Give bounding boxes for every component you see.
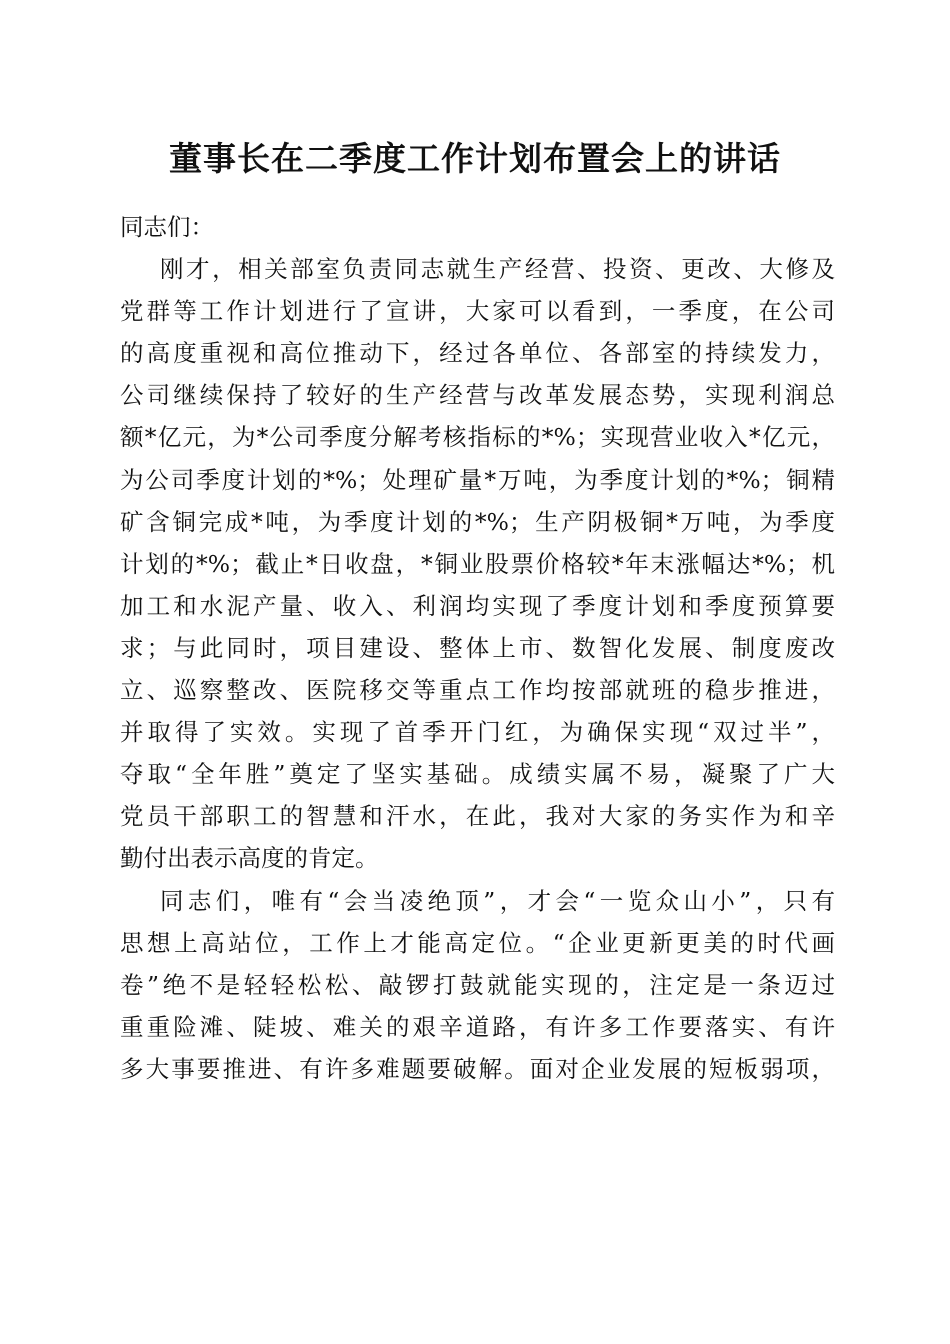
paragraph-line: 计划的*%；截止*日收盘，*铜业股票价格较*年末涨幅达*%；机 xyxy=(120,549,835,578)
paragraph-line: 立、巡察整改、医院移交等重点工作均按部就班的稳步推进， xyxy=(120,676,835,705)
paragraph-line: 为公司季度计划的*%；处理矿量*万吨，为季度计划的*%；铜精 xyxy=(120,465,835,494)
paragraph-line: 重重险滩、陡坡、难关的艰辛道路，有许多工作要落实、有许 xyxy=(120,1012,835,1041)
paragraph-line: 夺取“全年胜”奠定了坚实基础。成绩实属不易，凝聚了广大 xyxy=(120,760,835,789)
paragraph-line: 公司继续保持了较好的生产经营与改革发展态势，实现利润总 xyxy=(120,381,835,410)
paragraph-1 xyxy=(120,248,835,879)
paragraph-line: 党员干部职工的智慧和汗水，在此，我对大家的务实作为和辛 xyxy=(120,802,835,831)
paragraph-2 xyxy=(120,880,835,1090)
salutation: 同志们： xyxy=(120,213,214,241)
paragraph-line: 求；与此同时，项目建设、整体上市、数智化发展、制度废改 xyxy=(120,633,835,662)
paragraph-line: 同志们，唯有“会当凌绝顶”，才会“一览众山小”，只有 xyxy=(160,886,835,915)
document-body xyxy=(120,206,835,1090)
paragraph-line: 卷”绝不是轻轻松松、敲锣打鼓就能实现的，注定是一条迈过 xyxy=(120,970,835,999)
document-title: 董事长在二季度工作计划布置会上的讲话 xyxy=(169,139,781,178)
paragraph-line: 并取得了实效。实现了首季开门红，为确保实现“双过半”， xyxy=(120,718,835,747)
paragraph-line: 的高度重视和高位推动下，经过各单位、各部室的持续发力， xyxy=(120,339,835,368)
paragraph-line: 矿含铜完成*吨，为季度计划的*%；生产阴极铜*万吨，为季度 xyxy=(120,507,835,536)
paragraph-line: 多大事要推进、有许多难题要破解。面对企业发展的短板弱项， xyxy=(120,1054,835,1083)
paragraph-line: 党群等工作计划进行了宣讲，大家可以看到，一季度，在公司 xyxy=(120,297,835,326)
paragraph-line: 刚才，相关部室负责同志就生产经营、投资、更改、大修及 xyxy=(160,255,835,284)
paragraph-line: 加工和水泥产量、收入、利润均实现了季度计划和季度预算要 xyxy=(120,591,835,620)
paragraph-line: 额*亿元，为*公司季度分解考核指标的*%；实现营业收入*亿元， xyxy=(120,423,835,452)
paragraph-line: 勤付出表示高度的肯定。 xyxy=(120,844,379,873)
paragraph-line: 思想上高站位，工作上才能高定位。“企业更新更美的时代画 xyxy=(120,928,835,957)
